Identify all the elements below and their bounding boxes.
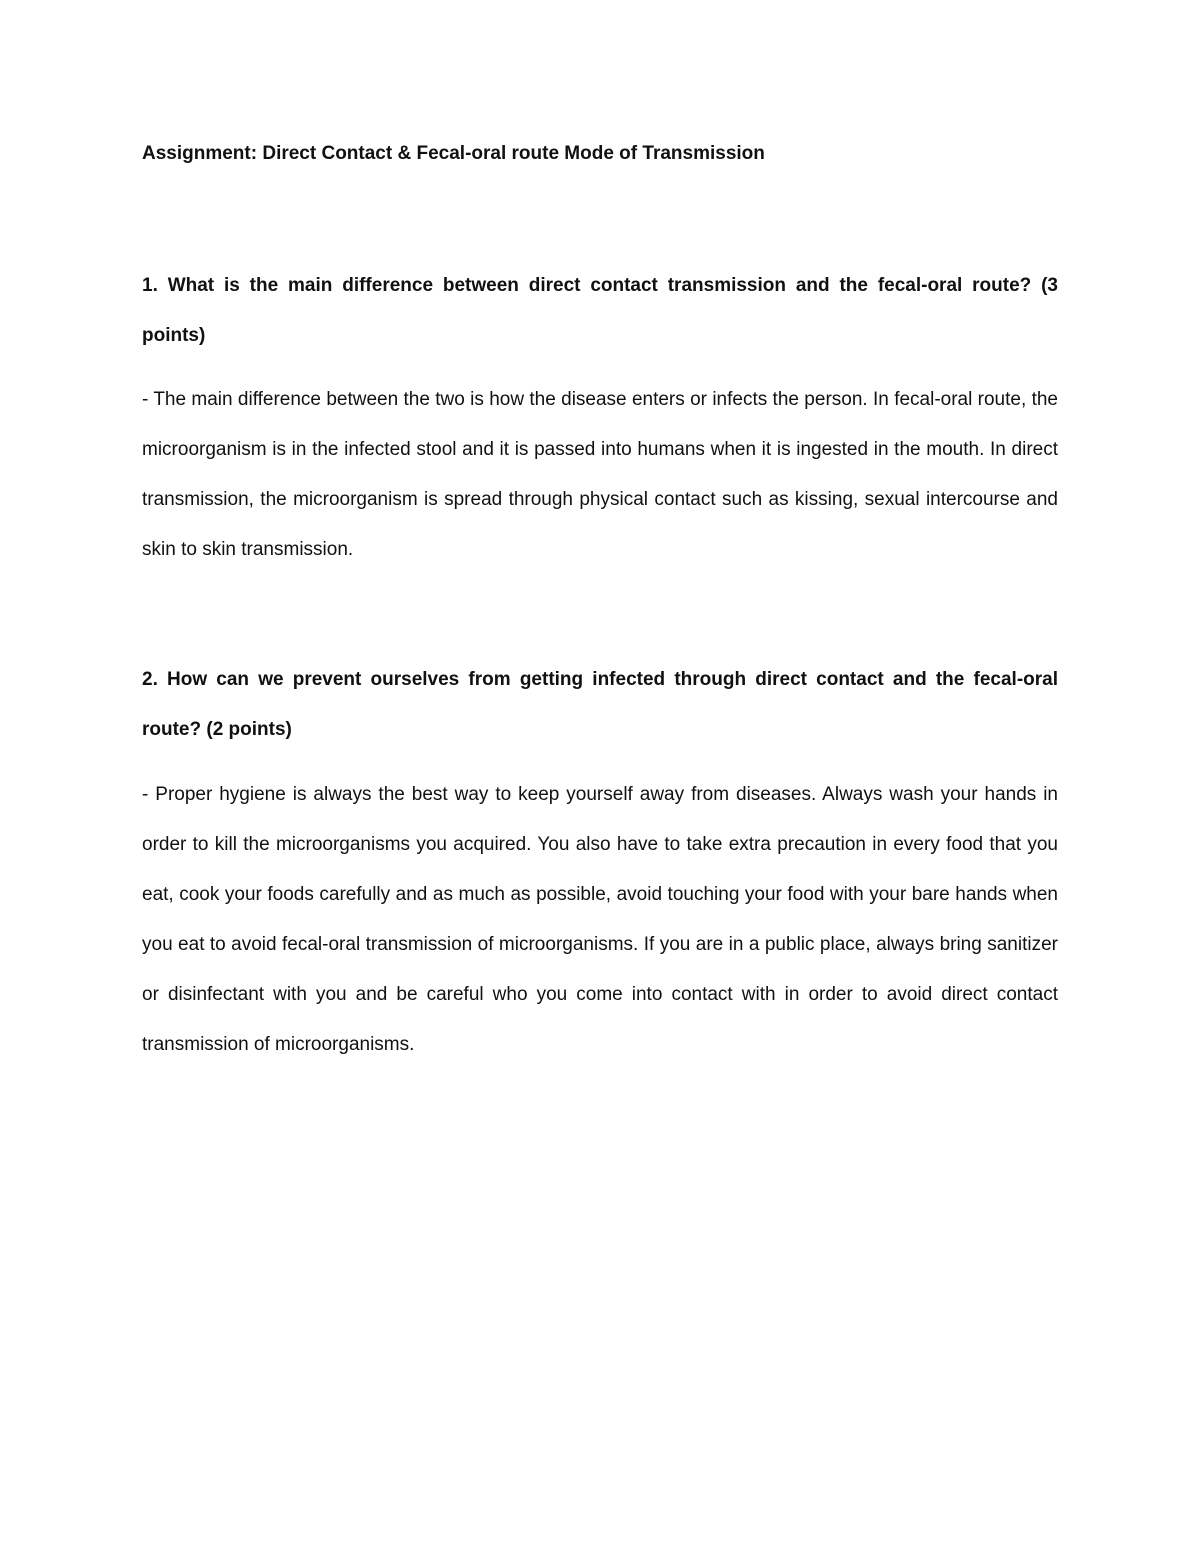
answer-2: - Proper hygiene is always the best way to keep yourself away from diseases. Always wash your hands in order to kill the microorganisms you acquired. You also have to take extra precaution in every food that you eat, cook your foods carefully and as much as possible, avoid touching your food with your bare hands when you eat to avoid fecal-oral transmission of microorganisms. If you are in a public place, always bring sanitizer or disinfectant with you and be careful who you come into contact with in order to avoid direct contact transmission of microorganisms. xyxy=(142,784,1058,1055)
question-2: 2. How can we prevent ourselves from getting infected through direct contact and the fecal-oral route? (2 points) xyxy=(142,669,1058,740)
document-title: Assignment: Direct Contact & Fecal-oral route Mode of Transmission xyxy=(142,143,765,164)
answer-1: - The main difference between the two is how the disease enters or infects the person. In fecal-oral route, the microorganism is in the infected stool and it is passed into humans when it is ingested in the mouth. In direct transmission, the microorganism is spread through physical contact such as kissing, sexual intercourse and skin to skin transmission. xyxy=(142,389,1058,560)
question-1: 1. What is the main difference between direct contact transmission and the fecal-oral route? (3 points) xyxy=(142,275,1058,346)
